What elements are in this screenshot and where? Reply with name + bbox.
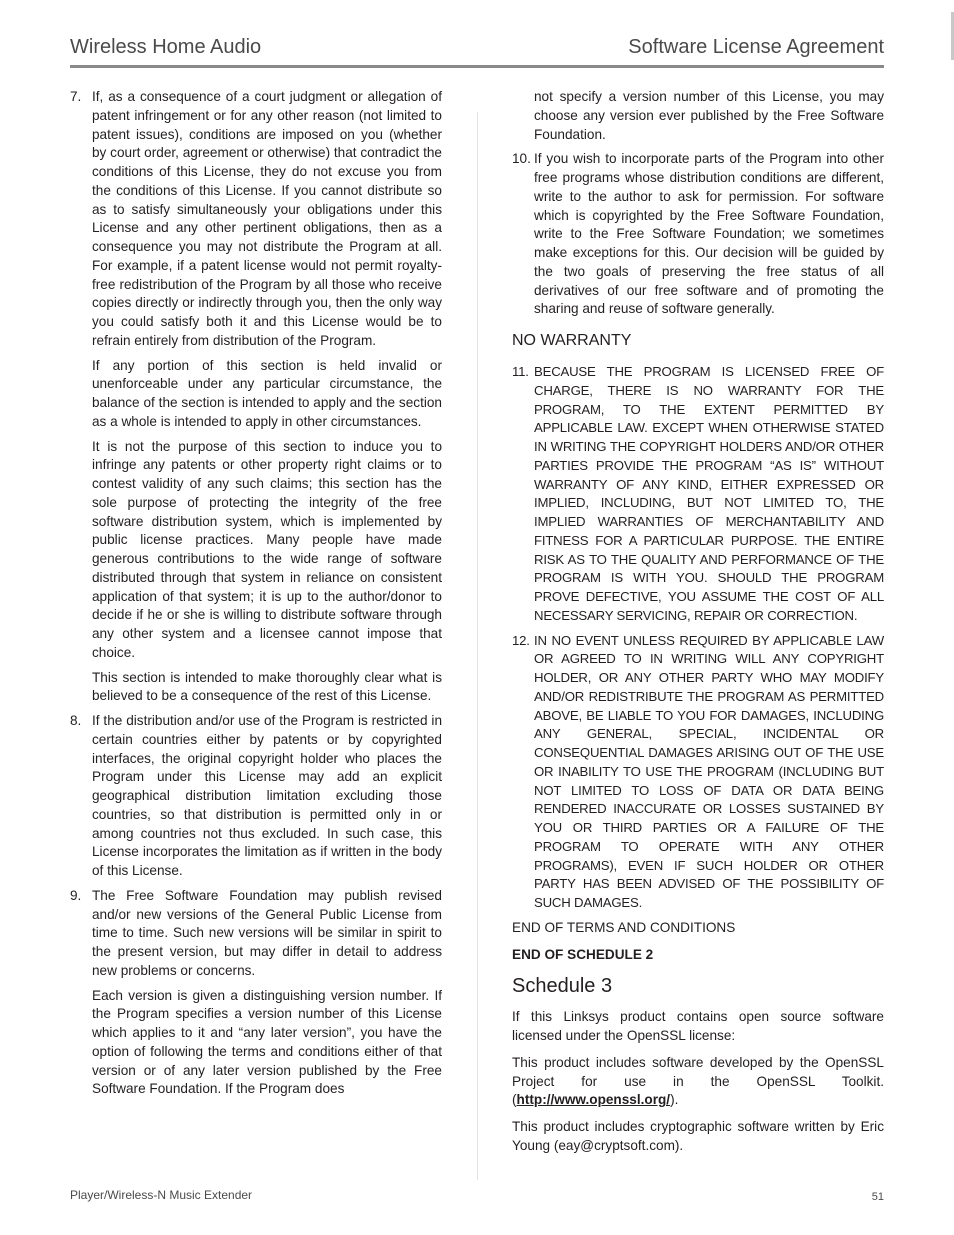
paragraph: Each version is given a distinguishing version number. If the Program specifies a version number of this License which applies to it and “any later version”, you have the option of following the terms and conditions either of that version or of any later version published by the Free Software Foundation. If the Program does — [92, 987, 442, 1097]
page-number: 51 — [871, 1191, 884, 1203]
item-number: 12. — [512, 632, 530, 648]
paragraph: If the distribution and/or use of the Program is restricted in certain countries either by patents or by copyrighted interfaces, the original copyright holder who places the Program under this License may add an explicit geographical distribution limitation excluding those countries, so that distribution is permitted only in or among countries not thus excluded. In such case, this License incorporates the limitation as if written in the body of this License. — [92, 713, 442, 878]
list-item-12 — [512, 632, 884, 913]
item-number: 7. — [70, 89, 82, 104]
header-product-title: Wireless Home Audio — [70, 36, 262, 58]
paragraph: not specify a version number of this License, you may choose any version ever published by the Free Software Foundation. — [534, 89, 884, 142]
openssl-paragraph — [512, 1054, 884, 1110]
list-item-10 — [512, 150, 884, 319]
item-number: 9. — [70, 887, 82, 903]
openssl-text-end: ). — [670, 1092, 679, 1108]
paragraph: If, as a consequence of a court judgment or allegation of patent infringement or for any other reason (not limited to patent issues), conditions are imposed on you (whether by court order, agreement or otherwise) that contradict the conditions of this License, they do not excuse you from the conditions of this License. If you cannot distribute so as to satisfy simultaneously your obligations under this License and any other pertinent obligations, then as a consequence you may not distribute the Program at all. For example, if a patent license would not permit royalty-free redistribution of the Program by all those who receive copies directly or indirectly through you, then the only way you could satisfy both it and this License would be to refrain entirely from distribution of the Program. — [92, 89, 442, 348]
list-item-11 — [512, 363, 884, 626]
left-column — [70, 88, 442, 1105]
schedule-3-intro: If this Linksys product contains open source software licensed under the OpenSSL license: — [512, 1009, 884, 1043]
crypto-paragraph: This product includes cryptographic software written by Eric Young (eay@cryptsoft.com). — [512, 1119, 884, 1153]
header-rule — [70, 65, 884, 68]
list-item-8 — [70, 712, 442, 881]
end-of-terms: END OF TERMS AND CONDITIONS — [512, 919, 736, 935]
header-section-title: Software License Agreement — [628, 36, 884, 58]
footer-product-name: Player/Wireless-N Music Extender — [70, 1188, 253, 1202]
schedule-3-title: Schedule 3 — [512, 975, 613, 998]
list-item-7 — [70, 88, 442, 706]
list-item-9-continuation — [512, 88, 884, 144]
paragraph: BECAUSE THE PROGRAM IS LICENSED FREE OF CHARGE, THERE IS NO WARRANTY FOR THE PROGRAM, TO THE EXTENT PERMITTED BY APPLICABLE LAW. EXCEPT WHEN OTHERWISE STATED IN WRITING THE COPYRIGHT HOLDERS AND/OR OTHER PARTIES PROVIDE THE PROGRAM “AS IS” WITHOUT WARRANTY OF ANY KIND, EITHER EXPRESSED OR IMPLIED, INCLUDING, BUT NOT LIMITED TO, THE IMPLIED WARRANTIES OF MERCHANTABILITY AND FITNESS FOR A PARTICULAR PURPOSE. THE ENTIRE RISK AS TO THE QUALITY AND PERFORMANCE OF THE PROGRAM IS WITH YOU. SHOULD THE PROGRAM PROVE DEFECTIVE, YOU ASSUME THE COST OF ALL NECESSARY SERVICING, REPAIR OR CORRECTION. — [534, 364, 884, 623]
paragraph: If you wish to incorporate parts of the Program into other free programs whose distribution conditions are different, write to the author to ask for permission. For software which is copyrighted by the Free Software Foundation, write to the Free Software Foundation; we sometimes make exceptions for this. Our decision will be guided by the two goals of preserving the free status of all derivatives of our free software and of promoting the sharing and reuse of software generally. — [534, 151, 884, 317]
end-of-schedule-2: END OF SCHEDULE 2 — [512, 946, 654, 962]
paragraph: It is not the purpose of this section to induce you to infringe any patents or other property right claims or to contest validity of any such claims; this section has the sole purpose of protecting the integrity of the free software distribution system, which is implemented by public license practices. Many people have made generous contributions to the wide range of software distributed through that system in reliance on consistent application of that system; it is up to the author/donor to decide if he or she is willing to distribute software through any other system and a licensee cannot impose that choice. — [92, 438, 442, 660]
openssl-link[interactable]: http://www.openssl.org/ — [516, 1092, 671, 1108]
right-column — [512, 88, 884, 1164]
paragraph: This section is intended to make thoroughly clear what is believed to be a consequence of the rest of this License. — [92, 669, 442, 704]
item-number: 10. — [512, 151, 531, 167]
no-warranty-heading: NO WARRANTY — [512, 332, 632, 349]
paragraph: IN NO EVENT UNLESS REQUIRED BY APPLICABLE LAW OR AGREED TO IN WRITING WILL ANY COPYRIGHT HOLDER, OR ANY OTHER PARTY WHO MAY MODIFY AND/OR REDISTRIBUTE THE PROGRAM AS PERMITTED ABOVE, BE LIABLE TO YOU FOR DAMAGES, INCLUDING ANY GENERAL, SPECIAL, INCIDENTAL OR CONSEQUENTIAL DAMAGES ARISING OUT OF THE USE OR INABILITY TO USE THE PROGRAM (INCLUDING BUT NOT LIMITED TO LOSS OF DATA OR DATA BEING RENDERED INACCURATE OR LOSSES SUSTAINED BY YOU OR THIRD PARTIES OR A FAILURE OF THE PROGRAM TO OPERATE WITH ANY OTHER PROGRAMS), EVEN IF SUCH HOLDER OR OTHER PARTY HAS BEEN ADVISED OF THE POSSIBILITY OF SUCH DAMAGES. — [534, 632, 884, 910]
paragraph: If any portion of this section is held invalid or unenforceable under any particular circumstance, the balance of the section is intended to apply and the section as a whole is intended to apply in other circumstances. — [92, 357, 442, 429]
item-number: 8. — [70, 713, 82, 728]
list-item-9 — [70, 887, 442, 1099]
paragraph: The Free Software Foundation may publish revised and/or new versions of the General Public License from time to time. Such new versions will be similar in spirit to the present version, but may differ in detail to address new problems or concerns. — [92, 887, 442, 978]
item-number: 11. — [512, 364, 529, 379]
column-divider — [477, 112, 478, 1180]
openssl-text: This product includes software developed by the OpenSSL Project for use in the OpenSSL Toolkit. ( — [512, 1054, 884, 1108]
